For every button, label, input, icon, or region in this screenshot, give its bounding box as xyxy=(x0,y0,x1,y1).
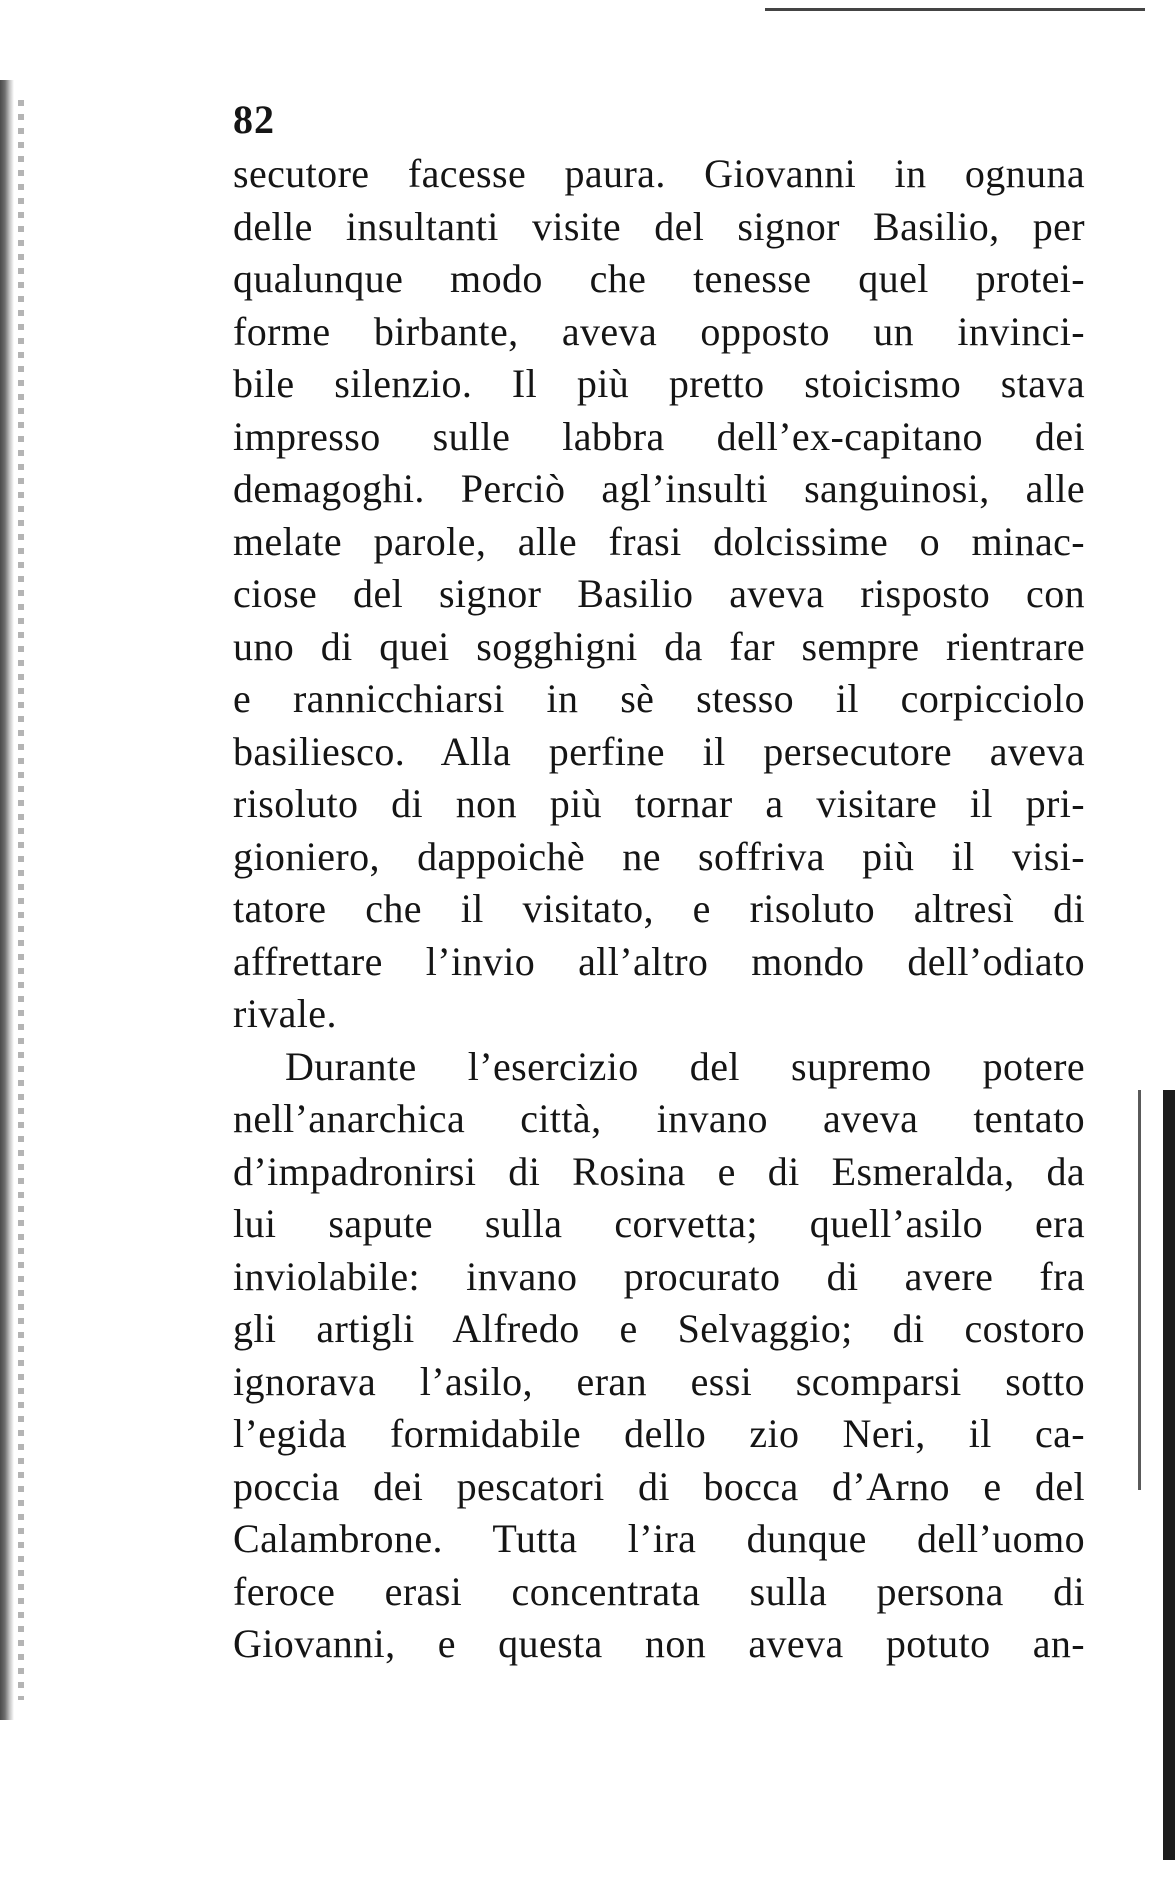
page-number: 82 xyxy=(233,97,275,142)
paragraph-first-line: Durante l’esercizio del supremo potere xyxy=(285,1043,1085,1089)
scan-left-edge-texture xyxy=(18,100,24,1700)
text-line: nell’anarchica città, invano aveva tentato xyxy=(233,1096,1085,1141)
text-line: poccia dei pescatori di bocca d’Arno e del xyxy=(233,1463,1085,1509)
text-line: secutore facesse paura. Giovanni in ognuna xyxy=(233,151,1085,196)
text-line: gli artigli Alfredo e Selvaggio; di costoro xyxy=(233,1306,1085,1351)
scan-right-edge-line xyxy=(1138,1090,1141,1490)
text-line: ciose del signor Basilio aveva risposto con xyxy=(233,571,1085,616)
text-line: affrettare l’invio all’altro mondo dell’odiato xyxy=(233,938,1085,984)
text-line: feroce erasi concentrata sulla persona di xyxy=(233,1568,1085,1614)
text-line: basiliesco. Alla perfine il persecutore aveva xyxy=(233,728,1085,774)
text-line: e rannicchiarsi in sè stesso il corpicciolo xyxy=(233,676,1085,721)
text-line: d’impadronirsi di Rosina e di Esmeralda, da xyxy=(233,1148,1085,1194)
text-line: inviolabile: invano procurato di avere fra xyxy=(233,1253,1085,1299)
text-line: rivale. xyxy=(233,991,337,1036)
text-line: risoluto di non più tornar a visitare il pri- xyxy=(233,781,1085,826)
text-line: demagoghi. Perciò agl’insulti sanguinosi, alle xyxy=(233,466,1085,511)
text-line: lui sapute sulla corvetta; quell’asilo era xyxy=(233,1201,1085,1246)
text-block xyxy=(233,92,1085,1671)
text-line: ignorava l’asilo, eran essi scomparsi sotto xyxy=(233,1358,1085,1404)
text-line: uno di quei sogghigni da far sempre rientrare xyxy=(233,623,1085,669)
text-line: gioniero, dappoichè ne soffriva più il visi- xyxy=(233,833,1085,879)
text-line: melate parole, alle frasi dolcissime o minac- xyxy=(233,518,1085,564)
text-line: impresso sulle labbra dell’ex-capitano dei xyxy=(233,413,1085,459)
text-line: forme birbante, aveva opposto un invinci- xyxy=(233,308,1085,354)
text-line: bile silenzio. Il più pretto stoicismo stava xyxy=(233,361,1085,406)
text-line: Giovanni, e questa non aveva potuto an- xyxy=(233,1621,1085,1666)
text-line: Calambrone. Tutta l’ira dunque dell’uomo xyxy=(233,1516,1085,1561)
text-line: tatore che il visitato, e risoluto altresì di xyxy=(233,886,1085,931)
scan-right-edge xyxy=(1163,1090,1175,1860)
text-line: delle insultanti visite del signor Basilio, per xyxy=(233,203,1085,249)
text-line: qualunque modo che tenesse quel protei- xyxy=(233,256,1085,301)
scan-top-rule xyxy=(765,8,1145,11)
text-line: l’egida formidabile dello zio Neri, il ca- xyxy=(233,1411,1085,1456)
scan-left-edge xyxy=(0,80,14,1720)
